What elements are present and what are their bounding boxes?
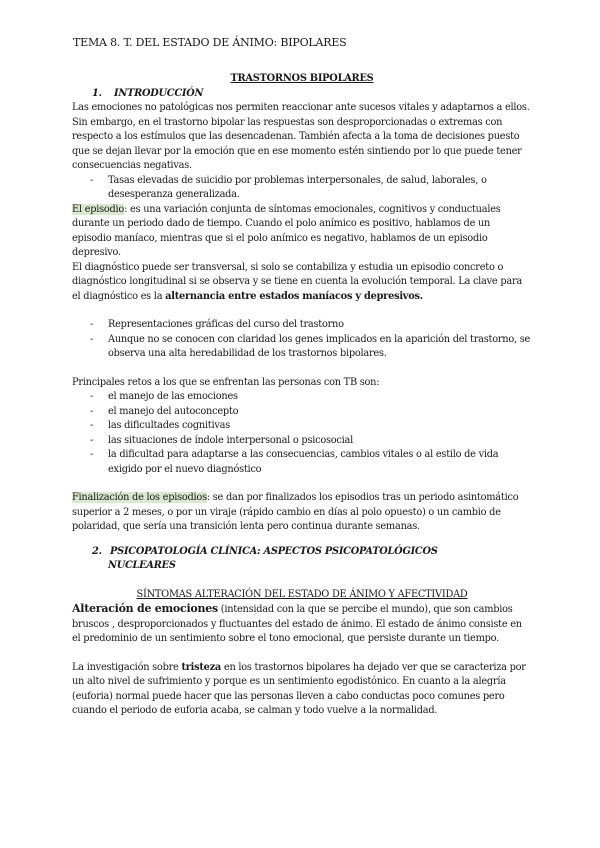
document-body xyxy=(72,72,532,719)
tristeza-pre: La investigación sobre xyxy=(72,661,182,673)
alteracion-bold: Alteración de emociones xyxy=(72,602,218,615)
list-item: - la dificultad para adaptarse a las consecuencias, cambios vitales o al estilo de vida exigido por el nuevo diagnóstico xyxy=(72,448,532,477)
retos-list xyxy=(72,390,532,477)
list-item: - Aunque no se conocen con claridad los genes implicados en la aparición del trastorno, se observa una alta heredabilidad de los trastornos bipolares. xyxy=(72,333,532,362)
section-1-title: INTRODUCCIÓN xyxy=(114,87,204,99)
alteracion-text: (intensidad con la que se percibe el mundo), que son cambios bruscos , desproporcionados y fluctuantes del estado de ánimo. El estado de ánimo consiste en el predominio de un sentimiento sobre el tono emocional, que persiste durante un tiempo. xyxy=(72,604,522,644)
list-item: - el manejo del autoconcepto xyxy=(72,405,532,420)
intro-paragraph: Las emociones no patológicas nos permiten reaccionar ante sucesos vitales y adaptarnos a ellos. Sin embargo, en el trastorno bipolar las respuestas son desproporcionadas o extremas con respecto a los estímulos que las desencadenan. También afecta a la toma de decisiones puesto que se dejan llevar por la emoción que en ese momento estén sintiendo por lo que puede tener consecuencias negativas. xyxy=(72,102,530,171)
sintomas-subtitle: SÍNTOMAS ALTERACIÓN DEL ESTADO DE ÁNIMO Y AFECTIVIDAD xyxy=(136,588,468,600)
finalizacion-text: : se dan por finalizados los episodios tras un periodo asintomático superior a 2 meses, o por un viraje (rápido cambio en días al polo opuesto) o un cambio de polaridad, que sería una transición lenta pero continua durante semanas. xyxy=(72,492,519,532)
diagnostico-paragraph xyxy=(72,261,532,305)
alteracion-paragraph xyxy=(72,602,532,647)
section-2-title-line1: PSICOPATOLOGÍA CLÍNICA: ASPECTOS PSICOPATOLÓGICOS xyxy=(110,545,438,557)
page-header: TEMA 8. T. DEL ESTADO DE ÁNIMO: BIPOLARES xyxy=(73,36,347,49)
list-item: - Tasas elevadas de suicidio por problemas interpersonales, de salud, laborales, o desesperanza generalizada. xyxy=(72,174,532,203)
finalizacion-paragraph xyxy=(72,491,532,535)
document-title: TRASTORNOS BIPOLARES xyxy=(230,73,374,84)
section-2-title-line2: NUCLEARES xyxy=(108,560,176,571)
retos-intro: Principales retos a los que se enfrentan las personas con TB son: xyxy=(72,376,380,388)
tristeza-post: en los trastornos bipolares ha dejado ver que se caracteriza por un alto nivel de sufrimiento y porque es un sentimiento egodistónico. En cuanto a la alegría (euforia) normal puede hacer que las personas lleven a cabo conductas poco comunes pero cuando el periodo de euforia acaba, se calman y todo vuelve a la normalidad. xyxy=(72,661,526,716)
diagnostico-list xyxy=(72,318,532,362)
episodio-highlight: El episodio xyxy=(72,203,125,215)
tristeza-bold: tristeza xyxy=(181,661,222,673)
intro-list xyxy=(72,174,532,203)
list-item: - las dificultades cognitivas xyxy=(72,419,532,434)
list-item: - Representaciones gráficas del curso del trastorno xyxy=(72,318,532,333)
section-2-heading xyxy=(72,545,532,574)
tristeza-paragraph xyxy=(72,661,532,719)
diagnostico-bold: alternancia entre estados maníacos y depresivos. xyxy=(165,290,423,302)
section-2-number: 2. xyxy=(92,545,102,557)
section-1-heading xyxy=(72,87,532,102)
list-item: - el manejo de las emociones xyxy=(72,390,532,405)
episodio-text: : es una variación conjunta de síntomas emocionales, cognitivos y conductuales durante un periodo dado de tiempo. Cuando el polo anímico es positivo, hablamos de un episodio maníaco, mientras que si el polo anímico es negativo, hablamos de un episodio depresivo. xyxy=(72,203,501,258)
list-item: - las situaciones de índole interpersonal o psicosocial xyxy=(72,434,532,449)
diagnostico-text: El diagnóstico puede ser transversal, si solo se contabiliza y estudia un episodio concreto o diagnóstico longitudinal si se observa y se tiene en cuenta la evolución temporal. La clave para el diagnóstico es la xyxy=(72,261,522,302)
section-1-number: 1. xyxy=(92,87,102,99)
episodio-paragraph xyxy=(72,203,532,261)
finalizacion-highlight: Finalización de los episodios xyxy=(72,492,207,503)
